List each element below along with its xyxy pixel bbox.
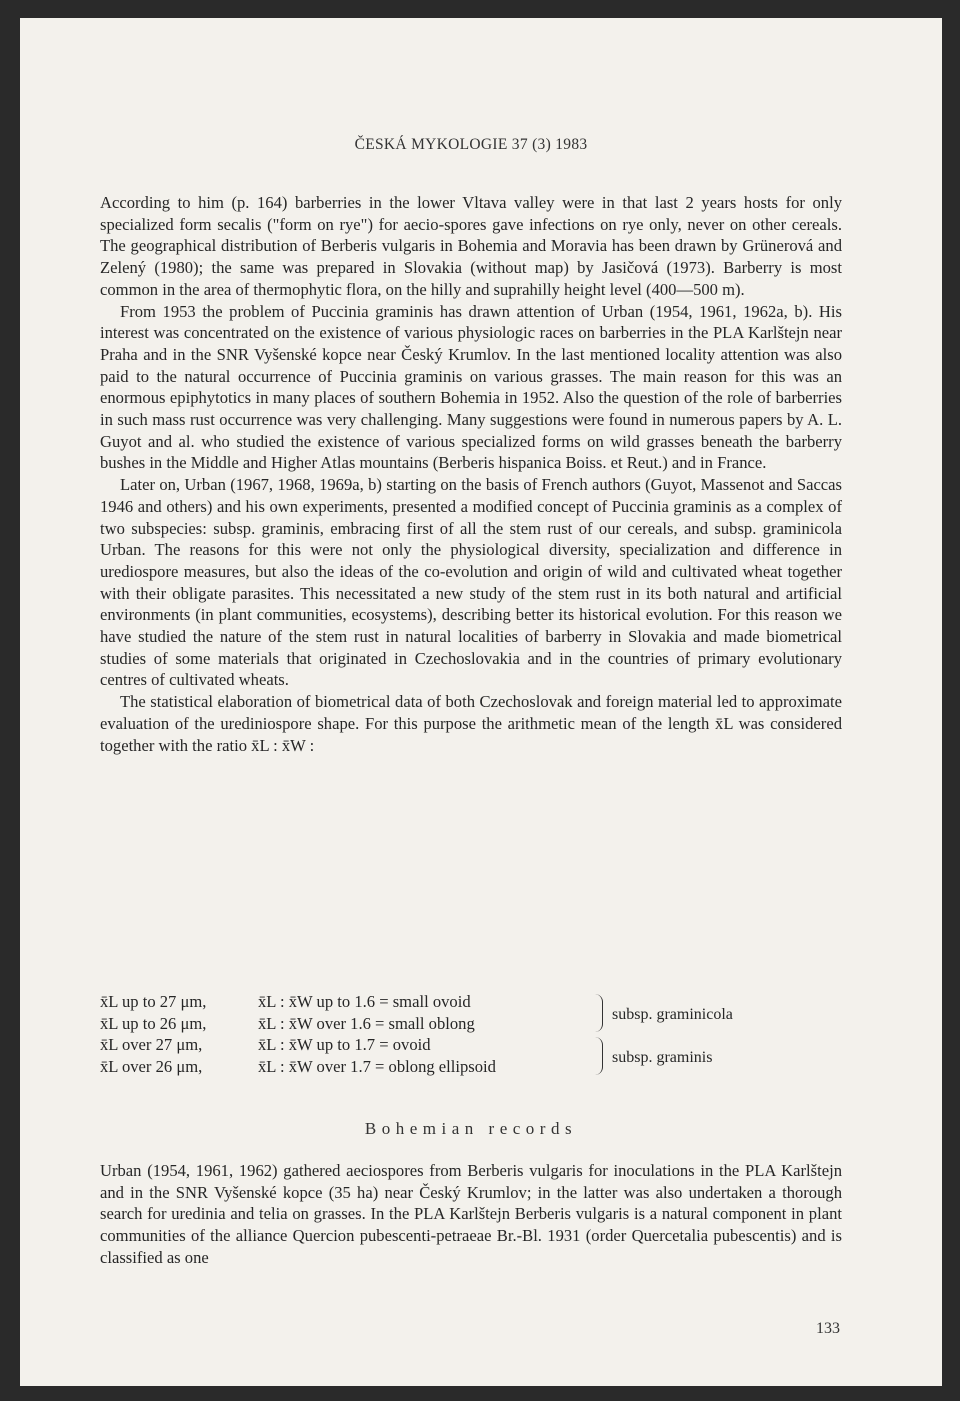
running-header: ČESKÁ MYKOLOGIE 37 (3) 1983: [354, 136, 588, 153]
length-condition: x̄L up to 26 μm,: [100, 1013, 207, 1033]
length-condition: x̄L over 26 μm,: [100, 1056, 203, 1076]
subspecies-label-graminis: subsp. graminis: [612, 1049, 713, 1066]
records-paragraph: Urban (1954, 1961, 1962) gathered aeciospores from Berberis vulgaris for inoculations in the PLA Karlštejn and in the SNR Vyšenské kopce (35 ha) near Český Krumlov; in the latter was also undertaken a thorough search for uredinia and telia on grasses. In the PLA Karlštejn Berberis vulgaris is a natural component in plant communities of the alliance Quercion pubescenti-petraeae Br.-Bl. 1931 (order Quercetalia pubescentis) and is classified as one: [100, 1161, 842, 1267]
ratio-condition: x̄L : x̄W up to 1.6 = small ovoid: [258, 992, 471, 1011]
subspecies-label-graminicola: subsp. graminicola: [612, 1006, 733, 1023]
length-condition: x̄L over 27 μm,: [100, 1035, 203, 1054]
formula-row: [100, 1056, 842, 1078]
paragraph-1: According to him (p. 164) barberries in the lower Vltava valley were in that last 2 years hosts for only specialized form secalis ("form on rye") for aecio-spores gave infections on rye only, never on other cereals. The geographical distribution of Berberis vulgaris in Bohemia and Moravia has been drawn by Grünerová and Zelený (1980); the same was prepared in Slovakia (without map) by Jasičová (1973). Barberry is most common in the area of thermophytic flora, on the hilly and suprahilly height level (400—500 m).: [100, 193, 842, 299]
body-text: [100, 192, 842, 756]
length-condition: x̄L up to 27 μm,: [100, 992, 207, 1011]
ratio-condition: x̄L : x̄W over 1.7 = oblong ellipsoid: [258, 1056, 496, 1076]
right-brace: [593, 994, 603, 1032]
formula-row: [100, 1034, 842, 1056]
ratio-condition: x̄L : x̄W over 1.6 = small oblong: [258, 1013, 475, 1033]
records-text: [100, 1160, 842, 1269]
paragraph-2: From 1953 the problem of Puccinia graminis has drawn attention of Urban (1954, 1961, 1962a, b). His interest was concentrated on the existence of various physiologic races on barberries in the PLA Karlštejn near Praha and in the SNR Vyšenské kopce near Český Krumlov. In the last mentioned locality attention was also paid to the natural occurrence of Puccinia graminis on various grasses. The main reason for this was an enormous epiphytotics in many places of southern Bohemia in 1952. Also the question of the role of barberries in such mass rust occurrence was very challenging. Many suggestions were found in numerous papers by A. L. Guyot and al. who studied the existence of various specialized forms on wild grasses beneath the barberry bushes in the Middle and Higher Atlas mountains (Berberis hispanica Boiss. et Reut.) and in France.: [100, 301, 842, 473]
page: [20, 18, 942, 1386]
ratio-condition: x̄L : x̄W up to 1.7 = ovoid: [258, 1035, 431, 1054]
paragraph-4: The statistical elaboration of biometrical data of both Czechoslovak and foreign material led to approximate evaluation of the urediniospore shape. For this purpose the arithmetic mean of the length x̄L was considered together with the ratio x̄L : x̄W :: [100, 692, 842, 755]
right-brace: [593, 1037, 603, 1075]
shape-classification-formulas: [100, 991, 842, 1077]
paragraph-3: Later on, Urban (1967, 1968, 1969a, b) starting on the basis of French authors (Guyot, Massenot and Saccas 1946 and others) and his own experiments, presented a modified concept of Puccinia graminis as a complex of two subspecies: subsp. graminis, embracing first of all the stem rust of our cereals, and subsp. graminicola Urban. The reasons for this were not only the physiological diversity, specialization and difference in urediospore measures, but also the ideas of the co-evolution and origin of wild and cultivated wheat together with their obligate parasites. This necessitated a new study of the stem rust in its both natural and artificial environments (in plant communities, ecosystems), describing better its historical evolution. For this reason we have studied the nature of the stem rust in natural localities of barberry in Slovakia and made biometrical studies of some materials that originated in Czechoslovakia and in the countries of primary evolutionary centres of cultivated wheats.: [100, 475, 842, 690]
section-heading: Bohemian records: [364, 1119, 578, 1138]
page-number: 133: [816, 1320, 840, 1337]
